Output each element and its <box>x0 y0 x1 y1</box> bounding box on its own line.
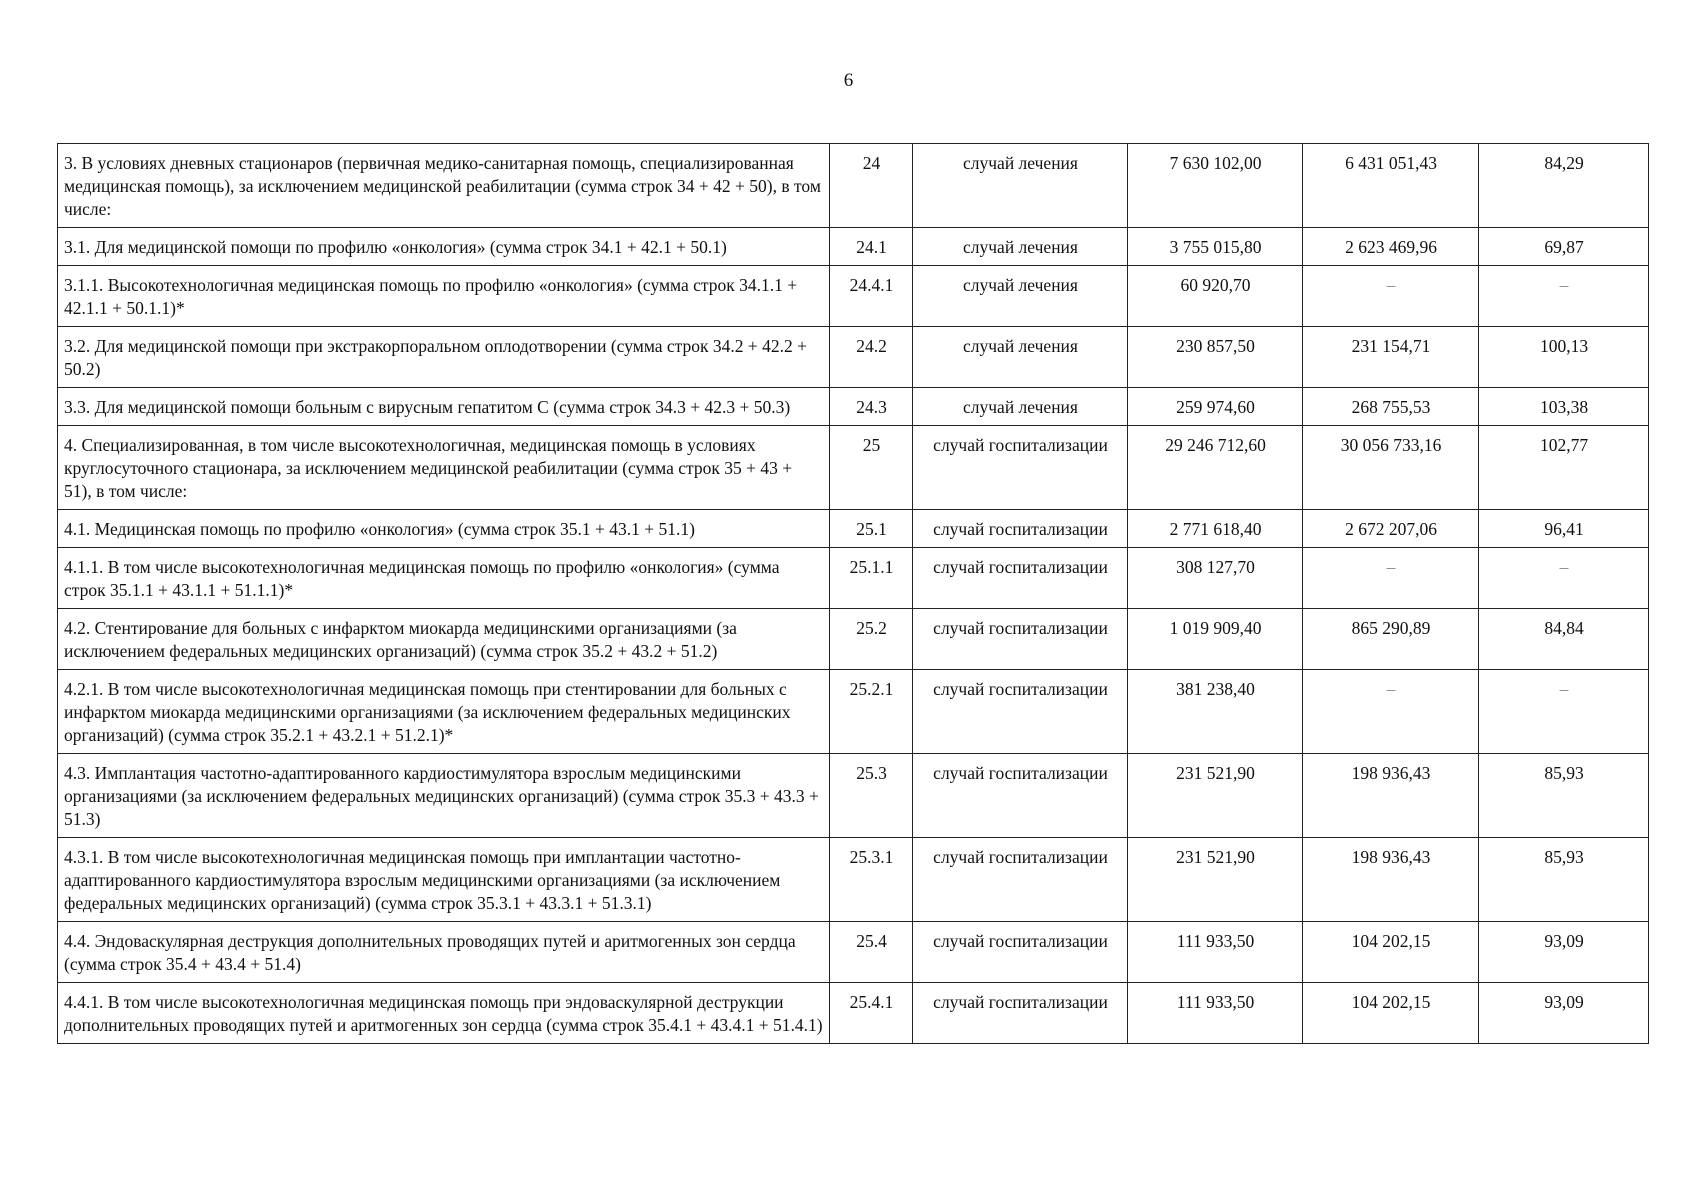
row-code: 24.4.1 <box>830 266 913 327</box>
row-code: 24.2 <box>830 327 913 388</box>
row-value-planned: 381 238,40 <box>1128 670 1303 754</box>
row-description: 4.3. Имплантация частотно-адаптированного кардиостимулятора взрослым медицинскими организациями (за исключением федеральных медицинских организаций) (сумма строк 35.3 + 43.3 + 51.3) <box>58 754 830 838</box>
row-percent: 96,41 <box>1479 510 1649 548</box>
table-row <box>58 838 1649 922</box>
row-value-actual: – <box>1303 670 1479 754</box>
row-unit: случай госпитализации <box>913 838 1128 922</box>
row-percent: – <box>1479 670 1649 754</box>
row-value-actual: – <box>1303 548 1479 609</box>
row-unit: случай госпитализации <box>913 548 1128 609</box>
row-percent: 69,87 <box>1479 228 1649 266</box>
row-code: 25.1.1 <box>830 548 913 609</box>
row-description: 4.4.1. В том числе высокотехнологичная медицинская помощь при эндоваскулярной деструкции дополнительных проводящих путей и аритмогенных зон сердца (сумма строк 35.4.1 + 43.4.1 + 51.4.1) <box>58 983 830 1044</box>
row-unit: случай госпитализации <box>913 426 1128 510</box>
row-description: 4. Специализированная, в том числе высокотехнологичная, медицинская помощь в условиях круглосуточного стационара, за исключением медицинской реабилитации (сумма строк 35 + 43 + 51), в том числе: <box>58 426 830 510</box>
row-percent: 85,93 <box>1479 754 1649 838</box>
row-unit: случай госпитализации <box>913 670 1128 754</box>
row-percent: 100,13 <box>1479 327 1649 388</box>
row-value-planned: 2 771 618,40 <box>1128 510 1303 548</box>
row-description: 4.3.1. В том числе высокотехнологичная медицинская помощь при имплантации частотно-адаптированного кардиостимулятора взрослым медицинскими организациями (за исключением федеральных медицинских организаций) (сумма строк 35.3.1 + 43.3.1 + 51.3.1) <box>58 838 830 922</box>
row-value-actual: 231 154,71 <box>1303 327 1479 388</box>
row-value-actual: 2 623 469,96 <box>1303 228 1479 266</box>
row-code: 25.1 <box>830 510 913 548</box>
row-value-actual: 268 755,53 <box>1303 388 1479 426</box>
row-percent: – <box>1479 548 1649 609</box>
page-number: 6 <box>843 70 854 91</box>
table-row <box>58 388 1649 426</box>
row-value-actual: 6 431 051,43 <box>1303 144 1479 228</box>
row-value-actual: 104 202,15 <box>1303 922 1479 983</box>
row-description: 3.2. Для медицинской помощи при экстракорпоральном оплодотворении (сумма строк 34.2 + 42.2 + 50.2) <box>58 327 830 388</box>
row-unit: случай госпитализации <box>913 983 1128 1044</box>
row-unit: случай госпитализации <box>913 922 1128 983</box>
row-value-actual: 30 056 733,16 <box>1303 426 1479 510</box>
table-row <box>58 922 1649 983</box>
row-percent: – <box>1479 266 1649 327</box>
row-description: 3.3. Для медицинской помощи больным с вирусным гепатитом С (сумма строк 34.3 + 42.3 + 50.3) <box>58 388 830 426</box>
row-unit: случай госпитализации <box>913 510 1128 548</box>
row-value-planned: 259 974,60 <box>1128 388 1303 426</box>
row-code: 25.4.1 <box>830 983 913 1044</box>
row-code: 25.2 <box>830 609 913 670</box>
row-code: 24.3 <box>830 388 913 426</box>
table-row <box>58 510 1649 548</box>
row-value-planned: 60 920,70 <box>1128 266 1303 327</box>
row-code: 25.3.1 <box>830 838 913 922</box>
row-description: 3.1.1. Высокотехнологичная медицинская помощь по профилю «онкология» (сумма строк 34.1.1 + 42.1.1 + 50.1.1)* <box>58 266 830 327</box>
row-unit: случай лечения <box>913 266 1128 327</box>
table-row <box>58 983 1649 1044</box>
row-percent: 103,38 <box>1479 388 1649 426</box>
row-unit: случай лечения <box>913 228 1128 266</box>
row-percent: 93,09 <box>1479 983 1649 1044</box>
table-row <box>58 327 1649 388</box>
row-value-planned: 111 933,50 <box>1128 922 1303 983</box>
row-value-planned: 3 755 015,80 <box>1128 228 1303 266</box>
row-description: 4.1.1. В том числе высокотехнологичная медицинская помощь по профилю «онкология» (сумма строк 35.1.1 + 43.1.1 + 51.1.1)* <box>58 548 830 609</box>
row-description: 4.2. Стентирование для больных с инфарктом миокарда медицинскими организациями (за исключением федеральных медицинских организаций) (сумма строк 35.2 + 43.2 + 51.2) <box>58 609 830 670</box>
row-percent: 102,77 <box>1479 426 1649 510</box>
row-value-planned: 7 630 102,00 <box>1128 144 1303 228</box>
row-value-planned: 1 019 909,40 <box>1128 609 1303 670</box>
row-value-planned: 230 857,50 <box>1128 327 1303 388</box>
row-value-planned: 308 127,70 <box>1128 548 1303 609</box>
row-unit: случай лечения <box>913 327 1128 388</box>
row-value-actual: – <box>1303 266 1479 327</box>
row-description: 4.1. Медицинская помощь по профилю «онкология» (сумма строк 35.1 + 43.1 + 51.1) <box>58 510 830 548</box>
row-unit: случай госпитализации <box>913 754 1128 838</box>
row-unit: случай лечения <box>913 144 1128 228</box>
table-body <box>58 144 1649 1044</box>
row-value-planned: 29 246 712,60 <box>1128 426 1303 510</box>
row-value-planned: 231 521,90 <box>1128 838 1303 922</box>
row-value-actual: 104 202,15 <box>1303 983 1479 1044</box>
table-row <box>58 266 1649 327</box>
row-description: 4.2.1. В том числе высокотехнологичная медицинская помощь при стентировании для больных с инфарктом миокарда медицинскими организациями (за исключением федеральных медицинских организаций) (сумма строк 35.2.1 + 43.2.1 + 51.2.1)* <box>58 670 830 754</box>
row-description: 4.4. Эндоваскулярная деструкция дополнительных проводящих путей и аритмогенных зон сердца (сумма строк 35.4 + 43.4 + 51.4) <box>58 922 830 983</box>
row-percent: 84,29 <box>1479 144 1649 228</box>
table-row <box>58 228 1649 266</box>
row-unit: случай госпитализации <box>913 609 1128 670</box>
row-value-planned: 111 933,50 <box>1128 983 1303 1044</box>
row-value-actual: 198 936,43 <box>1303 838 1479 922</box>
table-row <box>58 144 1649 228</box>
table-row <box>58 754 1649 838</box>
row-code: 24 <box>830 144 913 228</box>
row-percent: 84,84 <box>1479 609 1649 670</box>
row-percent: 93,09 <box>1479 922 1649 983</box>
row-value-actual: 2 672 207,06 <box>1303 510 1479 548</box>
table-row <box>58 426 1649 510</box>
table-row <box>58 548 1649 609</box>
row-description: 3.1. Для медицинской помощи по профилю «онкология» (сумма строк 34.1 + 42.1 + 50.1) <box>58 228 830 266</box>
row-code: 24.1 <box>830 228 913 266</box>
row-code: 25.3 <box>830 754 913 838</box>
row-value-actual: 198 936,43 <box>1303 754 1479 838</box>
row-percent: 85,93 <box>1479 838 1649 922</box>
row-value-actual: 865 290,89 <box>1303 609 1479 670</box>
row-value-planned: 231 521,90 <box>1128 754 1303 838</box>
row-description: 3. В условиях дневных стационаров (первичная медико-санитарная помощь, специализированная медицинская помощь), за исключением медицинской реабилитации (сумма строк 34 + 42 + 50), в том числе: <box>58 144 830 228</box>
data-table <box>57 143 1649 1044</box>
table-row <box>58 670 1649 754</box>
table-row <box>58 609 1649 670</box>
row-code: 25 <box>830 426 913 510</box>
row-code: 25.4 <box>830 922 913 983</box>
row-code: 25.2.1 <box>830 670 913 754</box>
row-unit: случай лечения <box>913 388 1128 426</box>
